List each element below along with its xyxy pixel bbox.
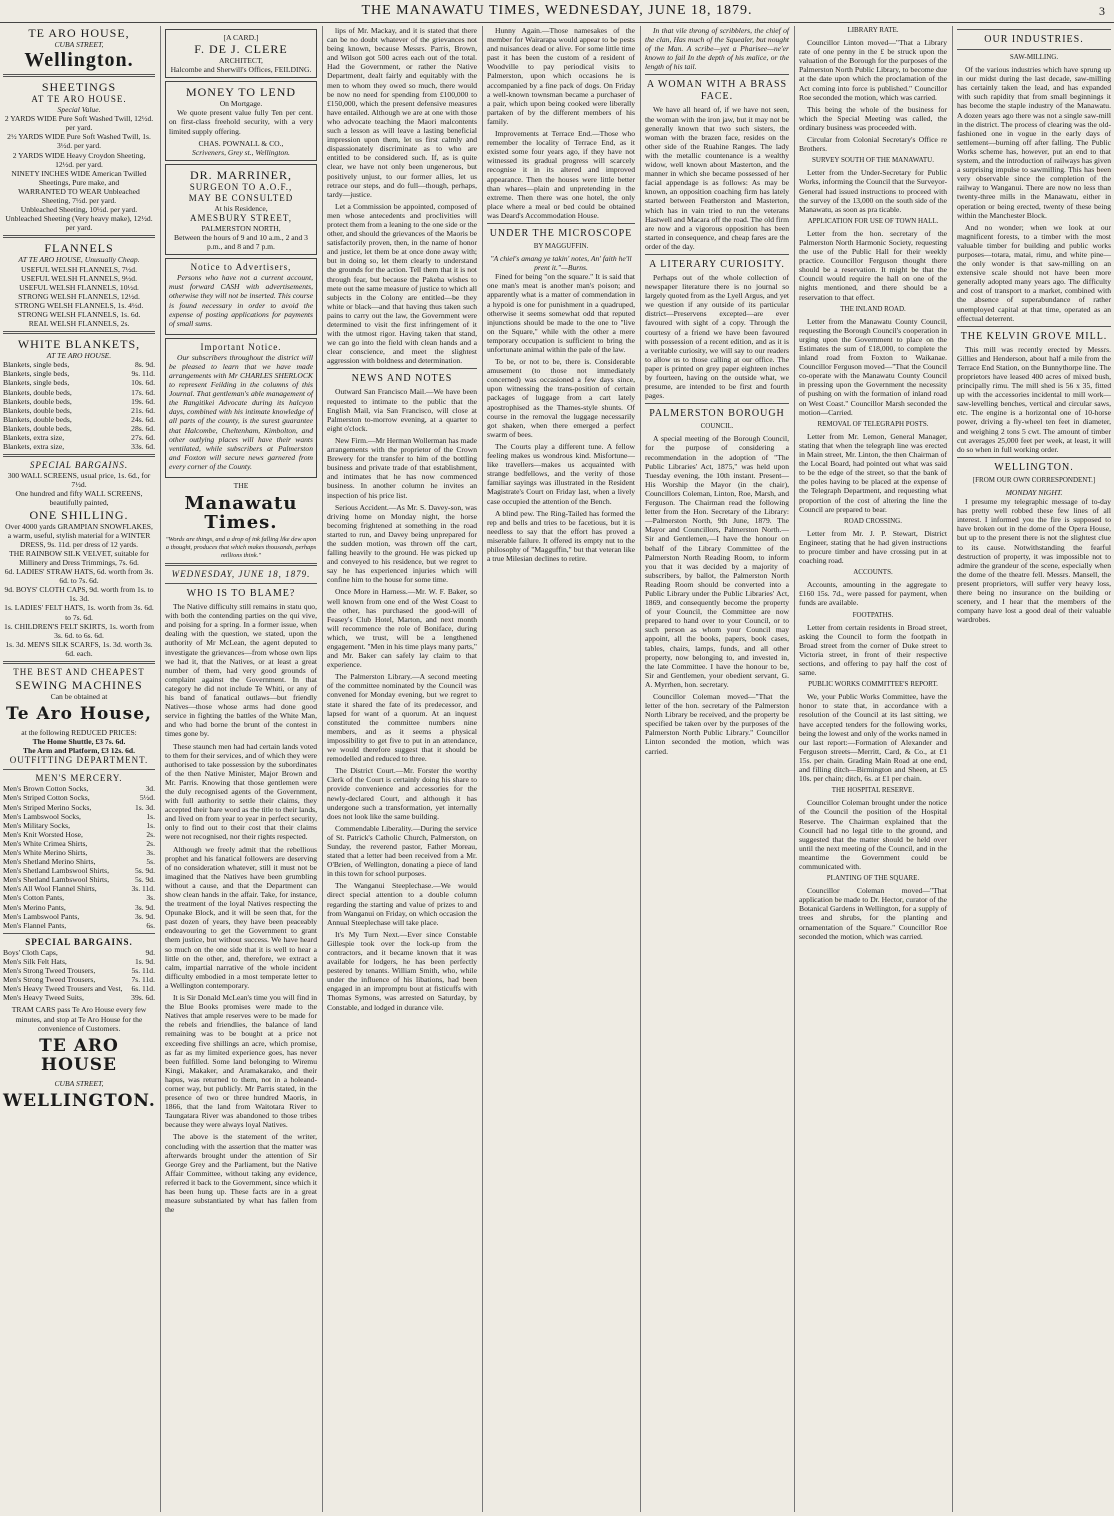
brass-title: A WOMAN WITH A BRASS FACE. bbox=[646, 79, 788, 103]
masthead-title: THE MANAWATU TIMES, WEDNESDAY, JUNE 18, 1879. bbox=[361, 3, 753, 18]
bargain2-row: Men's Strong Tweed Trousers, 7s. 11d. bbox=[3, 975, 155, 985]
blankets-title: WHITE BLANKETS, bbox=[17, 337, 141, 352]
section-body: Letter from Mr. J. P. Stewart, District Engineer, stating that he had given instructions to procure timber and have crossing put in at coaching road. bbox=[799, 528, 947, 566]
bargain-item: 1s. LADIES' FELT HATS, 1s. worth from 3s. 6d. to 7s. 6d. bbox=[4, 603, 154, 622]
sewing-sub: Can be obtained at bbox=[50, 691, 108, 701]
masthead bbox=[0, 0, 1114, 23]
money-sig2: Scriveners, Grey st., Wellington. bbox=[192, 147, 290, 157]
sheet-item: NINETY INCHES WIDE American Twilled Sheetings, Pure make, and bbox=[11, 168, 147, 187]
sewing-item: The Home Shuttle, £3 7s. 6d. bbox=[32, 737, 126, 747]
doctor-at: At his Residence, bbox=[214, 203, 268, 213]
mens-row: Men's Striped Merino Socks, 1s. 3d. bbox=[3, 802, 155, 812]
column-rule bbox=[322, 26, 323, 1512]
mens-row: Men's Lambswool Pants, 3s. 9d. bbox=[3, 911, 155, 921]
blanket-row: Blankets, single beds, 8s. 9d. bbox=[3, 360, 155, 370]
sheetings-title: SHEETINGS bbox=[41, 80, 117, 95]
shop-name: TE ARO HOUSE, bbox=[28, 26, 130, 40]
page-number: 3 bbox=[1099, 4, 1106, 18]
flannel-item: REAL WELSH FLANNELS, 2s. bbox=[28, 319, 130, 329]
section-head: SURVEY SOUTH OF THE MANAWATU. bbox=[812, 156, 934, 165]
section-body: We, your Public Works Committee, have the honor to state that, in accordance with a resolution of the Council at its last sitting, we have accepted tenders for the following works, being the lowest and only of the works named in our last report:—Formation of Alexander and Ferguson streets—Merritt, Card, & Co., at £1 15s. per chain. Grading Main Road at one end, and filling ditch—Birmington and Sheen, at £5 10s. per chain; ditch, 6s. at £1 per chain. bbox=[799, 692, 947, 784]
sheet-item: 2½ YARDS WIDE Pure Soft Washed Twill, 1s. 3½d. per yard. bbox=[7, 132, 151, 151]
wellington-date: MONDAY NIGHT. bbox=[1005, 487, 1063, 497]
blanket-row: Blankets, double beds, 17s. 6d. bbox=[3, 387, 155, 397]
issue-date: WEDNESDAY, JUNE 18, 1879. bbox=[171, 569, 311, 580]
bargain-item: Over 4000 yards GRAMPIAN SNOWFLAKES, a warm, useful, stylish material for a WINTER DRESS, 9s. 11d. per dress of 12 yards. bbox=[5, 521, 153, 549]
literary-body: Perhaps out of the whole collection of newspaper literature there is no journal so largely quoted from as the Lyell Argus, and yet we question if any outside of its particular district—Preservens excepted—are ever favoured with sight of a copy. Through the courtesy of a friend we have been favoured with possession of a recent edition, and as it is a veritable curiosity, we will say to our readers to allow us to those calling at our office. The paper is printed on grey paper eighteen inches by fourteen, having on the outside what, we presume, are intended to be first and fourth pages. bbox=[645, 272, 789, 401]
column-rule bbox=[640, 26, 641, 1512]
doctor-consult: MAY BE CONSULTED bbox=[188, 192, 294, 203]
doctor-hours: Between the hours of 9 and 10 a.m., 2 and 3 p.m., and 8 and 7 p.m. bbox=[174, 233, 308, 252]
important-title: Important Notice. bbox=[200, 341, 282, 352]
sewing-shop: Te Aro House, bbox=[6, 704, 152, 725]
blanket-row: Blankets, single beds, 10s. 6d. bbox=[3, 378, 155, 388]
sheet-item: 2 YARDS WIDE Heavy Croydon Sheeting, 12½d. per yard. bbox=[12, 150, 146, 169]
column-microscope bbox=[484, 26, 638, 1512]
section-head: ACCOUNTS. bbox=[853, 568, 893, 577]
doctor-title: SURGEON TO A.O.F., bbox=[189, 181, 293, 192]
section-body: Letter from Mr. Lemon, General Manager, stating that when the telegraph line was erected in Main street, Mr. Linton, the then Chairman of the Local Board, had pointed out what was said to be the edge of the street, so that the bank of the poles having to be placed at the expense of the Telegraph Department, and requesting what proportion of the cost of altering the line the Council are prepared to bear. bbox=[799, 431, 947, 514]
money-sub: On Mortgage. bbox=[219, 99, 263, 109]
sheet-item: Unbleached Sheeting, 10½d. per yard. bbox=[20, 205, 138, 215]
borough-sub: COUNCIL. bbox=[700, 422, 734, 431]
section-body: Letter from the Under-Secretary for Public Works, informing the Council that the Surveyor-General had issued instructions to proceed with the survey of the 13,000 on the south side of the Manawatu, as soon as pra ticable. bbox=[799, 168, 947, 214]
bargain-item: 6d. LADIES' STRAW HATS, 6d. worth from 3s. 6d. to 7s. 6d. bbox=[4, 567, 154, 586]
bargains-title: SPECIAL BARGAINS. bbox=[29, 460, 129, 471]
editorial-cont: Let a Commission be appointed, composed of men whose antecedents and proclivities will protect them from a leaning to the one side or the other, and should the grievances of the Maoris be satisfactorily proven, then, in the name of honor and justice, let them be at once done away with; but in doing so, let them clearly to understand the grounds for the action. Tell them that it is not through fear, but because the Pakeha wishes to mete out the same measure of justice to which all subjects in the Colony are entitled—be they white or black—and that having thus taken such pains to carry out the law, the Government were determined to visit the first infringement of it with the utmost rigor. Having taken that stand, we can go into the field with clean hands and a clear conscience, and meet the slightest aggression with boldness and determination. bbox=[327, 201, 477, 366]
section-body: Accounts, amounting in the aggregate to £160 15s. 7d., were passed for payment, when funds are available. bbox=[799, 580, 947, 608]
footer-street: CUBA STREET, bbox=[54, 1078, 104, 1088]
blame-title: WHO IS TO BLAME? bbox=[186, 588, 296, 600]
microscope-para: A blind pew. The Ring-Tailed has formed the rep and bells and tries to be facetious, but it is needless to say that the effort has proved a miserable failure. It offered its empty nut to the philosophy of "Magguffin," but that veteran like a true Milesian declines to retire. bbox=[487, 508, 635, 564]
blanket-row: Blankets, single beds, 9s. 11d. bbox=[3, 369, 155, 379]
section-body: Circular from Colonial Secretary's Office re Brothers. bbox=[799, 135, 947, 154]
sewing-at: at the following REDUCED PRICES: bbox=[21, 728, 137, 738]
news-cont: Improvements at Terrace End.—Those who remember the locality of Terrace End, as it existed some four years ago, if they have not witnessed its gradual progress will scarcely recognise it in its altered and improved appearance. Then the houses were little better than whares—plain and unpretending in the extreme. Then there was one hotel, the only place where a meal or bed could be obtained was Deard's Accommodation House. bbox=[487, 129, 635, 220]
news-item: Outward San Francisco Mail.—We have been requested to intimate to the public that the English Mail, via San Francisco, will close at Palmerston to-morrow evening, at a quarter to eight o'clock. bbox=[327, 387, 477, 433]
blame-para: The above is the statement of the writer, concluding with the assertion that the matter was afterwards brought under the attention of Sir George Grey and the Parliament, but the Native Affair Committee, without taking any evidence, referred it back to the Government, since which it has been hung up. These facts are in a great measure substantiated by what has fallen from the bbox=[165, 1132, 317, 1215]
mens-row: Men's Shetland Lambswool Shirts, 5s. 9d. bbox=[3, 875, 155, 885]
mens-row: Men's Brown Cotton Socks, 3d. bbox=[3, 784, 155, 794]
notice-body: Persons who have not a current account, must forward CASH with advertisements, otherwise they will not be inserted. This course is found necessary in order to avoid the expense of posting applications for payments of small sums. bbox=[169, 273, 313, 328]
section-head: FOOTPATHS. bbox=[852, 610, 894, 619]
news-item: Commendable Liberality.—During the service of St. Patrick's Catholic Church, Palmerston, on Sunday, the reverend pastor, Father Moreau, stated that a letter had been received from a Mr. O'Brien, of Wellington, donating a piece of land in this town for school purposes. bbox=[327, 823, 477, 879]
news-item: The Wanganui Steeplechase.—We would direct special attention to a double column regarding the starting and value of prizes to and from Wanganui on Friday, on which occasion the Annual Steeplechase will take place. bbox=[327, 881, 477, 927]
flannel-item: USEFUL WELSH FLANNELS, 10½d. bbox=[19, 282, 139, 292]
special-value: Special Value. bbox=[57, 105, 101, 115]
bargain-item: 1s. 3d. MEN'S SILK SCARFS, 1s. 3d. worth 3s. 6d. each. bbox=[5, 639, 153, 658]
literary-title: A LITERARY CURIOSITY. bbox=[649, 258, 785, 270]
column-features bbox=[642, 26, 792, 1512]
borough-body: A special meeting of the Borough Council, for the purpose of considering a recommendation in the adoption of "The Public Libraries' Act, 1875," was held upon Tuesday evening, the 10th instant. Present—His Worship the Mayor (in the chair), Councillors Coleman, Linton, Roe, Marsh, and Ferguson. The Chairman read the following letter from the Hon. Secretary of the Library:—Palmerston North, 9th June, 1879. The Mayor and Councillors, Palmerston North.—Sir and Gentlemen,—I have the honour on behalf of the Library Committee of the Palmerston North Reading Room, to inform you that it was decided by a majority of subscribers, by ballot, the Palmerston North Reading Room should be converted into a Public Library under the Public Libraries' Act, 1869, and consequently become the property of your Council, the Committee are now prepared to hand over to your Council, or to such person as whom your Council may appoint, all the books, papers, book cases, tables, chairs, lamps, funds, and all other property, now belonging to, and invested in, the late Committee. I have the honour to be, Sir and Gentlemen, your obedient servant, G. A. Myrrhen, hon. secretary. bbox=[645, 434, 789, 689]
bargain-item: ONE SHILLING. bbox=[29, 507, 129, 522]
paper-motto: "Words are things, and a drop of ink falling like dew upon a thought, produces that which makes thousands, perhaps millions think." bbox=[165, 536, 317, 560]
flannel-item: STRONG WELSH FLANNELS, 1s. 6d. bbox=[17, 309, 141, 319]
sewing-title: THE BEST AND CHEAPEST bbox=[13, 666, 145, 677]
microscope-byline: BY MAGGUFFIN. bbox=[533, 241, 589, 250]
mens-row: Men's White Crimea Shirts, 2s. bbox=[3, 838, 155, 848]
bargain-item: THE RAINBOW SILK VELVET, suitable for Millinery and Dress Trimmings, 7s. 6d. bbox=[9, 548, 149, 567]
column-rule bbox=[794, 26, 795, 1512]
paper-the: THE bbox=[233, 481, 249, 490]
editorial-cont: lips of Mr. Mackay, and it is stated that there can be no doubt whatever of the grievances not being known, because Messrs. Parris, Brown, and Wilson got 500 acres each out of the total. Had the Government, or rather the Native Department, dealt fairly and equitably with the men to whom they owed so much, there would be now no need for spending from £100,000 to £150,000, which the present defensive measures have entailed. Although we are at one with those who advocate teaching the Maori malcontents such a lesson as will leave a lasting beneficial impression upon them, let us first calmly and dispassionately discriminate as to who are entitled to be considered such. If, as is quite clear, we have not only been ungenerous, but positively unjust, to our former allies, let us retrace our steps, and do full—though, perhaps, tardy—justice. bbox=[327, 26, 477, 199]
blanket-row: Blankets, double beds, 21s. 6d. bbox=[3, 405, 155, 415]
blanket-row: Blankets, double beds, 19s. 6d. bbox=[3, 396, 155, 406]
flannel-item: USEFUL WELSH FLANNELS, 7½d. bbox=[20, 264, 138, 274]
borough-title: PALMERSTON BOROUGH bbox=[649, 408, 785, 420]
microscope-para: Fined for being "on the square." It is said that one man's meat is another man's poison; and apparently what is a matter of commendation in a hypoid is one for punishment in a quadruped, otherwise it seems somewhat odd that reputed injunctions should be made to the one to "live on the Square," while with the other a mere temporary occupation is sufficient to bring the unfortunate animal within the pale of the law. bbox=[487, 272, 635, 354]
wellington-title: WELLINGTON. bbox=[994, 461, 1074, 473]
doctor-street: AMESBURY STREET, bbox=[189, 212, 292, 223]
doctor-town: PALMERSTON NORTH, bbox=[201, 223, 281, 233]
mens-row: Men's Knit Worsted Hose, 2s. bbox=[3, 829, 155, 839]
section-head: THE HOSPITAL RESERVE. bbox=[831, 786, 915, 795]
flannels-title: FLANNELS bbox=[44, 241, 114, 256]
blame-para: It is Sir Donald McLean's time you will find in the Blue Books promises were made to the Natives that ample reserves were to be made for the rebels and friendlies, the balance of land remaining was to be bought at a price not exceeding five shillings an acre, which promise, as far as my limited experience goes, has never been fulfilled. Some land belonging to Wiremu Kingi, Makaker, and Aramakarako, and their hapus, was returned to them, not in a holeand-corner way, but publicly. Mr Parris stated, in the presence of two or three hundred Maoris, in 1866, that the land from Waitotara River to Taungatara River was abandoned to those tribes because they were always loyal Natives. bbox=[165, 993, 317, 1130]
mens-row: Men's Striped Cotton Socks, 5½d. bbox=[3, 793, 155, 803]
mens-row: Men's Flannel Pants, 6s. bbox=[3, 920, 155, 930]
news-item: The Palmerston Library.—A second meeting of the committee nominated by the Council was convened for Monday evening, but we regret to state it shared the fate of its predecessor, and lapsed for want of a quorum. At an inquest constituted the committee numbers nine members, and as it seems a physical impossibility to get five to put in an attendance, we would therefore suggest that it should be remodelled and reduced to three. bbox=[327, 672, 477, 764]
blanket-row: Blankets, double beds, 24s. 6d. bbox=[3, 414, 155, 424]
wellington-sub: [FROM OUR OWN CORRESPONDENT.] bbox=[972, 475, 1096, 484]
mens-row: Men's Cotton Pants, 3s. bbox=[3, 893, 155, 903]
mens-row: Men's Lambswool Socks, 1s. bbox=[3, 811, 155, 821]
section-body: Councillor Coleman brought under the notice of the Council the position of the Hospital Reserve. The Chairman explained that the Council had no legal title to the ground, and suggested that the matter should be held over until the next meeting of the Council, and in the meantime the Government could be communicated with. bbox=[799, 798, 947, 871]
blankets-sub: AT TE ARO HOUSE. bbox=[46, 351, 112, 361]
card-label: [A CARD.] bbox=[223, 33, 259, 42]
flannel-item: STRONG WELSH FLANNELS, 1s. 4½d. bbox=[14, 300, 144, 310]
section-head: REMOVAL OF TELEGRAPH POSTS. bbox=[817, 419, 929, 428]
tram-notice: TRAM CARS pass Te Aro House every few minutes, and stop at Te Aro House for the convenience of Customers. bbox=[11, 1005, 147, 1033]
column-news bbox=[324, 26, 480, 1512]
column-rule bbox=[952, 26, 953, 1512]
sawmilling-body: Of the various industries which have sprung up in our midst during the last decade, saw-milling has certainly taken the lead, and has expanded with such rapidity that from small beginnings it has become the staple industry of the Manawatu. A dozen years ago there was not a single saw-mill in the district. The process of clearing was the old-fashioned one in vogue in the early days of settlement—burning off after falling. The Public Works scheme has, however, put an end to that system, and the introduction of railways has given a surprising impulse to sawmilling. This has been very observable since the completion of the railway to Wanganui. There are now no less than twenty-three mills in the Manawatu, either in operation or being erected, twenty of these being within the Manchester Block. bbox=[957, 65, 1111, 220]
flannel-item: USEFUL WELSH FLANNELS, 9½d. bbox=[20, 273, 138, 283]
bargain2-row: Men's Heavy Tweed Suits, 39s. 6d. bbox=[3, 993, 155, 1003]
news-cont: Hunny Again.—Those namesakes of the member for Wairarapa would appear to be pests and nuisances dead or alive. For some little time past it has been the custom of a resident of Woodville to pay periodical visits to Palmerston, upon which occasions he is accompanied by a fine pack of dogs. On Friday a well-known townsman became a purchaser of a pair, which upon being cooked were liberally partaken of by the different members of his family. bbox=[487, 26, 635, 126]
footer-city: WELLINGTON. bbox=[3, 1090, 156, 1111]
microscope-title: UNDER THE MICROSCOPE bbox=[489, 227, 633, 239]
news-item: Once More in Harness.—Mr. W. F. Baker, so well known from one end of the West Coast to the other, has purchased the good-will of Feasey's Club Hotel, Marton, and next month will recommence the role of Boniface, during which, we trust, will be a lengthened engagement. "Men in his time plays many parts," and Mr. Baker can safely lay claim to that experience. bbox=[327, 587, 477, 670]
architect-title: ARCHITECT, bbox=[219, 56, 263, 66]
shop-city: Wellington. bbox=[24, 49, 134, 72]
doctor-name: DR. MARRINER, bbox=[189, 167, 292, 182]
blanket-row: Blankets, extra size, 33s. 6d. bbox=[3, 442, 155, 452]
architect-name: F. DE J. CLERE bbox=[194, 42, 288, 57]
brass-body: We have all heard of, if we have not seen, the woman with the iron jaw, but it may not be generally known that two such sisters, the woman with the brazen face, resides on the other side of the Ruahine Ranges. The lady with the metallic countenance is a wealthy widow, well known about Masterton, and the manner in which she became possessed of her facial appendage is as follows: As may be known, an opposition coaching firm has lately started between Featherston and Masterton, which has in vain tried to run the veterans Hastwell and Macara off the road. The old firm are now and a vigorous opposition has been started in consequence, and cheap fares are the order of the day. bbox=[645, 105, 789, 251]
microscope-para: To be, or not to be, there is. Considerable amusement (to those not immediately concerned) was occasioned a few days since, upon witnessing the trans-position of certain packages of luggage from a cart lately apostrophised as the Thames-style shunts. Of course in the removal the luggage necessarily got shaken, when there emerged a perfect swarm of bees. bbox=[487, 357, 635, 439]
column-te-aro-ads bbox=[0, 26, 158, 1512]
paper-title: Manawatu Times. bbox=[184, 493, 298, 534]
section-head: ROAD CROSSING. bbox=[844, 516, 902, 525]
column-industries bbox=[954, 26, 1114, 1512]
sawmilling-body: And no wonder; when we look at our magnificent forests, to a timber with the most valuable timber for building and public works purposes—totara, matai, rimu, and white pine—the only wonder is that saw-milling on an extensive scale should not have been more generally adopted many years ago. The difficulty and cost of transport to a market, combined with the absence of superabundance of rather unemployed capital at that time, operated as an effectual deterrent. bbox=[957, 222, 1111, 323]
mens-row: Men's Military Socks, 1s. bbox=[3, 820, 155, 830]
footer-shop: TE ARO HOUSE bbox=[39, 1035, 119, 1075]
bargains2-title: SPECIAL BARGAINS. bbox=[25, 936, 133, 947]
blame-para: The Native difficulty still remains in statu quo, with both the contending parties on the qui vive, and poising for a spring. In a former issue, when dealing with the question, we stated, upon the authority of Mr McLean, the agent deputed to investigate the grievances—from whose own lips we had it, that the Natives, or at least a great number of them, had very good grounds of complaint against the Government. In that category he did not include Te Whiti, or any of his band of fanatical outlaws—but friendly Natives—those whose arms had done good service in fighting the battles of the White Man, and who had borne the brunt of the contest in times gone by. bbox=[165, 602, 317, 739]
mens-row: Men's Shetland Merino Shirts, 5s. bbox=[3, 857, 155, 867]
money-title: MONEY TO LEND bbox=[185, 85, 297, 100]
news-item: Serious Accident.—As Mr. S. Davey-son, was driving home on Monday night, the horse becoming frightened at something in the road started to run, and Davey being unprepared for the sudden motion, was thrown off the cart, falling heavily to the ground. He was picked up and conveyed to his residence, but we regret to say he has experienced injuries which will confine him to the house for some time. bbox=[327, 502, 477, 585]
money-sig: CHAS. POWNALL & CO., bbox=[198, 138, 284, 148]
mens-title: MEN'S MERCERY. bbox=[35, 773, 123, 784]
bargain-item: 9d. BOYS' CLOTH CAPS, 9d. worth from 1s. to 1s. 3d. bbox=[4, 585, 154, 604]
shop-street: CUBA STREET, bbox=[54, 40, 104, 49]
section-body: Letter from the hon. secretary of the Palmerston North Harmonic Society, requesting the use of the Public Hall for their weekly practice. Councillor Ferguson thought there should be a reservation. It might be that the Council would require the hall on one of the nights mentioned, and there should be a reservation to that effect. bbox=[799, 228, 947, 302]
news-item: It's My Turn Next.—Ever since Constable Gillespie took over the lock-up from the contractors, and it became known that it was available for lodgers, he has been perfectly pestered by tenants. William Smith, who, while under the influence of his libations, had been engaged in an impromptu bout at fisticuffs with Thomas Symons, was arrested on Saturday, by Constable, and lodged in durance vile. bbox=[327, 929, 477, 1012]
bargain2-row: Boys' Cloth Caps, 9d. bbox=[3, 947, 155, 957]
column-rule bbox=[482, 26, 483, 1512]
column-rule bbox=[160, 26, 161, 1512]
section-body: Letter from certain residents in Broad street, asking the Council to form the footpath in Broad street from the corner of Duke street to Victoria street, in front of their respective sections, and offering to pay half the cost of same. bbox=[799, 622, 947, 678]
section-body: Councillor Coleman moved—"That application be made to Dr. Hector, curator of the Botanical Gardens in Wellington, for a supply of trees and shrubs, for the planting and ornamentation of the Square." Councillor Roe seconded the motion, which was carried. bbox=[799, 886, 947, 941]
flannel-item: STRONG WELSH FLANNELS, 12½d. bbox=[18, 291, 140, 301]
bargain2-row: Men's Silk Felt Hats, 1s. 9d. bbox=[3, 956, 155, 966]
section-body: This being the whole of the business for which the Special Meeting was called, the ordinary business was proceeded with. bbox=[799, 104, 947, 132]
industries-title: OUR INDUSTRIES. bbox=[984, 34, 1084, 45]
money-body: We quote present value fully Ten per cent. on first-class freehold security, with a very limited supply offering. bbox=[169, 108, 313, 136]
mens-row: Men's White Merino Shirts, 3s. bbox=[3, 848, 155, 857]
section-body: Letter from the Manawatu County Council, requesting the Borough Council's cooperation in urging upon the Government to place on the Estimates the sum of £18,000, to complete the inland road from Foxton to Waikanae. Councillor Ferguson moved—"That the Council co-operate with the Manawatu County Council in pressing upon the Government the necessity of pushing on with the formation of inland road on West Coast." Councillor Marsh seconded the motion—Carried. bbox=[799, 316, 947, 417]
sawmilling-title: SAW-MILLING. bbox=[1009, 53, 1059, 61]
bargain2-row: Men's Heavy Tweed Trousers and Vest, 6s. 11d. bbox=[3, 984, 155, 994]
mens-row: Men's Merino Pants, 3s. 9d. bbox=[3, 902, 155, 912]
flannels-sub: AT TE ARO HOUSE, Unusually Cheap. bbox=[18, 255, 140, 265]
section-head: THE INLAND ROAD. bbox=[840, 304, 906, 313]
notice-title: Notice to Advertisers, bbox=[190, 262, 292, 273]
poem: In that vile throng of scribblers, the chief of the clan, Has much of the Squealer, but nought of the Man. A scribe—yet a Pharisee—ne'er known to fail In the depth of his malice, or the length of his tail. bbox=[645, 26, 789, 72]
bargain2-row: Men's Strong Tweed Trousers, 5s. 11d. bbox=[3, 966, 155, 976]
blame-para: These staunch men had had certain lands voted to them for their services, and of which they were authorised to take possession by the subordinates of the then Native Minister, Major Brown and Mr. Parris. Knowing that those gentlemen were the duly recognised agents of the Government, with full authority to settle their claims, they accepted their bare word as the title to their lands, and lived on from year to year in perfect security, only to find out to their cost that their claims were not recognised, nor their rights respected. bbox=[165, 741, 317, 842]
column-council bbox=[796, 26, 950, 1512]
sheet-item: 2 YARDS WIDE Pure Soft Washed Twill, 12½d. per yard. bbox=[4, 114, 154, 133]
wellington-body: I presume my telegraphic message of to-day has pretty well robbed these few lines of all interest. I informed you the fire is supposed to have broken out in the dome of the Opera House, but up to the present there is not the slightest clue to its cause. Notwithstanding the fearful destruction of property, it was impossible not to admire the grandeur of the scene, especially when the dome of the theatre fell. Messrs. Mansell, the present proprietors, will suffer very heavy loss, there being no insurance on the building or scenery, and I hear that the members of the company have lost a good deal of their valuable wardrobes. bbox=[957, 497, 1111, 625]
sheetings-sub: AT TE ARO HOUSE. bbox=[31, 94, 127, 105]
microscope-quote: "A chiel's amang ye takin' notes, An' faith he'll prent it."—Burns. bbox=[490, 254, 632, 273]
sewing-item: The Arm and Platform, £3 12s. 6d. bbox=[22, 746, 135, 756]
section-head: PLANTING OF THE SQUARE. bbox=[826, 874, 920, 883]
sheet-item: Unbleached Sheeting (Very heavy make), 12½d. per yard. bbox=[5, 214, 153, 233]
blanket-row: Blankets, extra size, 27s. 6d. bbox=[3, 433, 155, 442]
news-title: NEWS AND NOTES bbox=[351, 373, 453, 385]
section-body: Councillor Linton moved—"That a Library rate of one penny in the £ be struck upon the valuation of the Borough for the purposes of the Palmerston North Public Library, to become due at the date upon which the proclamation of the Act coming into force is published." Councillor Roe seconded the motion, which was carried. bbox=[799, 38, 947, 102]
section-head: LIBRARY RATE. bbox=[847, 26, 899, 34]
section-head: APPLICATION FOR USE OF TOWN HALL. bbox=[807, 216, 939, 225]
news-item: New Firm.—Mr Herman Wollerman has made arrangements with the proprietor of the Crown Brewery for the transfer to him of the bottling business and private trade of that establishment, and intimates that he has now commenced business. In another column he invites an inspection of his price list. bbox=[327, 435, 477, 500]
bargain-item: 1s. CHILDREN'S FELT SKIRTS, 1s. worth from 3s. 6d. to 6s. 6d. bbox=[3, 621, 155, 640]
blanket-row: Blankets, double beds, 28s. 6d. bbox=[3, 423, 155, 433]
bargain-item: 300 WALL SCREENS, usual price, 1s. 6d., for 7½d. bbox=[7, 471, 151, 490]
architect-address: Halcombe and Sherwill's Offices, FEILDING. bbox=[170, 65, 312, 75]
microscope-para: The Courts play a different tune. A fellow feeling makes us wondrous kind. Misfortune—like travellers—makes us acquainted with strange bedfellows, and the verity of those familiar sayings was illustrated in the Resident Magistrate's Court on Friday last, when a lively case occupied the attention of the Bench. bbox=[487, 441, 635, 506]
bargain-item: One hundred and fifty WALL SCREENS, beautifully painted, bbox=[15, 489, 143, 508]
sheet-item: WARRANTED TO WEAR Unbleached Sheeting, 7½d. per yard. bbox=[18, 186, 140, 206]
column-notices-editorial bbox=[162, 26, 320, 1512]
sewing-main: SEWING MACHINES bbox=[15, 677, 143, 692]
news-item: The District Court.—Mr. Forster the worthy Clerk of the Court is certainly doing his share to provide convenience and accessories for the newly-declared Court, and although it has undergone such a transformation, yet internally does not look like the same building. bbox=[327, 766, 477, 821]
important-body: Our subscribers throughout the district will be pleased to learn that we have made arrangements with Mr CHARLES SHERLOCK to represent Feilding in the columns of this Journal. That gentleman's able management of the Rangitikei Advocate during its halcyon days, combined with his intimate knowledge of all parts of the county, is the surest guarantee that Halcombe, Cheltenham, Kimbolton, and other outlying places will have their wants ventilated, while subscribers at Palmerston and Foxton will secure news garnered from every corner of the County. bbox=[169, 352, 313, 471]
kelvin-body: This mill was recently erected by Messrs. Gillies and Henderson, about half a mile from the Terrace End Station, on the Bunnythorpe line. The proprietors have leased 400 acres of mixed bush, principally rimu. The mill shed is 56 x 35, fitted up with the accessories incidental to mill work—saw-levelling benches, vertical and circular saws, etc. The engine is a horizontal one of 10-horse power, driving a fly-wheel ten feet in diameter, and weighing 2 tons 5 cwt. The amount of timber cut averages 25,000 feet per week, at least, it will do so when in full working order. bbox=[957, 344, 1111, 454]
borough-end: Councillor Coleman moved—"That the letter of the hon. secretary of the Palmerston North Library be received, and the property be specified be taken over by the purposes of the Palmerston North Public Library." Councillor Linton seconded the motion, which was carried. bbox=[645, 692, 789, 756]
outfitting: OUTFITTING DEPARTMENT. bbox=[9, 755, 149, 766]
kelvin-title: THE KELVIN GROVE MILL. bbox=[960, 330, 1108, 342]
section-head: PUBLIC WORKS COMMITTEE'S REPORT. bbox=[808, 680, 938, 689]
blame-para: Although we freely admit that the rebellious prophet and his fanatical followers are deserving of no consideration whatever, still it must not be imagined that the Natives have been grumbling without a cause, and that the Department can show clean hands in the affair. Take, for instance, the treatment of the loyal Natives respecting the Opunake Block, and it will be seen that, for the past dozen of years, they have been peaceably endeavouring to get the Government to grant them justice, but without success. We have heard so much on the one side that it is well to hear a little on the other, and, therefore, we extract a calm, impartial narrative of the whole incident difficulty embodied in a most temperate letter to a Wellington contemporary. bbox=[165, 844, 317, 990]
mens-row: Men's All Wool Flannel Shirts, 3s. 11d. bbox=[3, 884, 155, 894]
mens-row: Men's Shetland Lambswool Shirts, 5s. 9d. bbox=[3, 866, 155, 876]
